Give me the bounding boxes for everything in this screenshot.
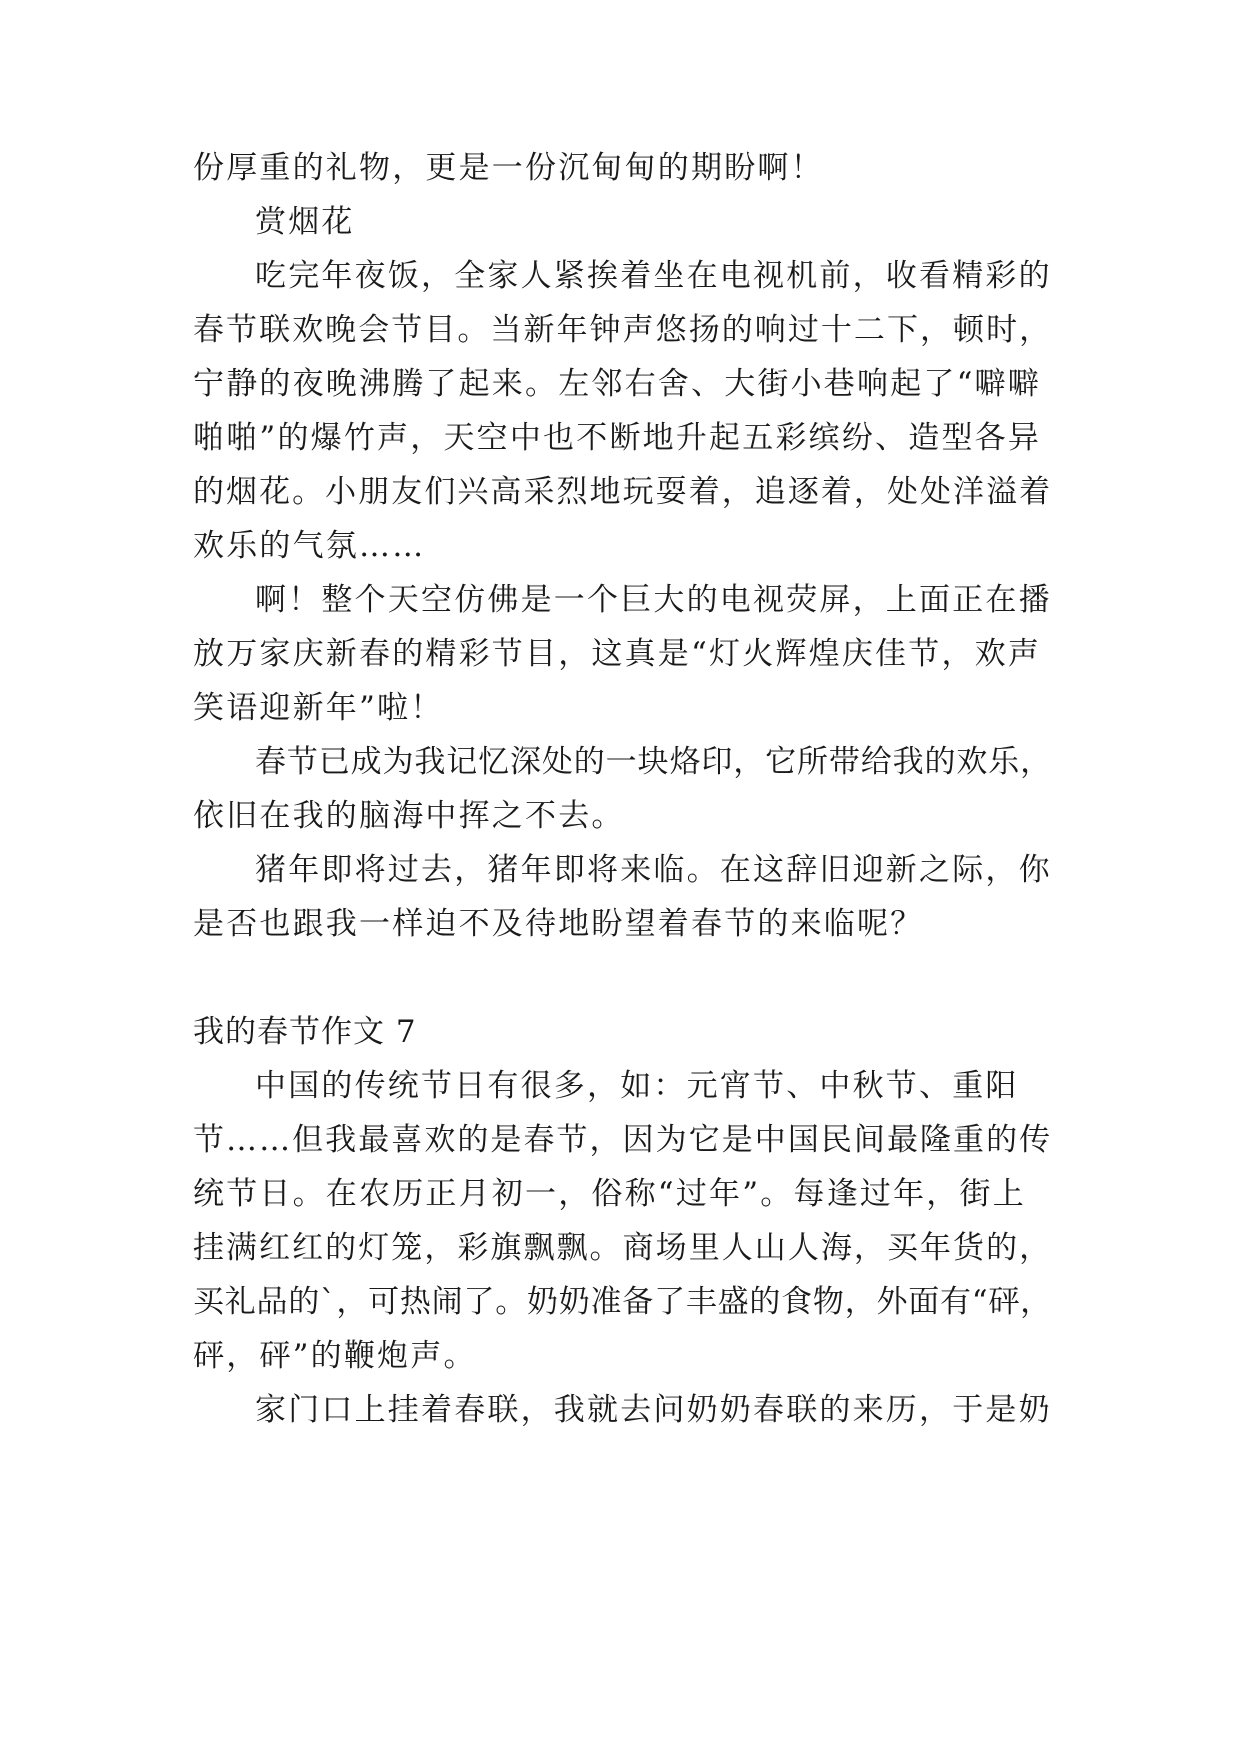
- text-line: 吃完年夜饭，全家人紧挨着坐在电视机前，收看精彩的: [255, 258, 1052, 294]
- text-line: 春节已成为我记忆深处的一块烙印，它所带给我的欢乐，: [255, 744, 1052, 780]
- text-line: 节……但我最喜欢的是春节，因为它是中国民间最隆重的传: [193, 1122, 1053, 1158]
- section-heading: 赏烟花: [255, 204, 355, 240]
- text-line: 份厚重的礼物，更是一份沉甸甸的期盼啊！: [193, 150, 824, 186]
- text-line: 统节日。在农历正月初一，俗称“过年”。每逢过年，街上: [193, 1176, 1026, 1212]
- text-line: 欢乐的气氛……: [193, 528, 426, 564]
- text-line: 依旧在我的脑海中挥之不去。: [193, 798, 625, 834]
- essay-title: 我的春节作文 7: [193, 1014, 417, 1050]
- text-line: 买礼品的`，可热闹了。奶奶准备了丰盛的食物，外面有“砰，: [193, 1284, 1052, 1320]
- text-line: 放万家庆新春的精彩节目，这真是“灯火辉煌庆佳节，欢声: [193, 636, 1042, 672]
- text-line: 笑语迎新年”啦！: [193, 690, 444, 726]
- text-line: 家门口上挂着春联，我就去问奶奶春联的来历，于是奶: [255, 1392, 1052, 1428]
- text-line: 春节联欢晚会节目。当新年钟声悠扬的响过十二下，顿时，: [193, 312, 1053, 348]
- text-line: 啊！整个天空仿佛是一个巨大的电视荧屏，上面正在播: [255, 582, 1052, 618]
- text-line: 宁静的夜晚沸腾了起来。左邻右舍、大街小巷响起了“噼噼: [193, 366, 1042, 402]
- text-line: 挂满红红的灯笼，彩旗飘飘。商场里人山人海，买年货的，: [193, 1230, 1053, 1266]
- text-line: 的烟花。小朋友们兴高采烈地玩耍着，追逐着，处处洋溢着: [193, 474, 1053, 510]
- text-line: 砰，砰”的鞭炮声。: [193, 1338, 477, 1374]
- text-line: 中国的传统节日有很多，如：元宵节、中秋节、重阳: [255, 1068, 1019, 1104]
- text-line: 是否也跟我一样迫不及待地盼望着春节的来临呢？: [193, 906, 924, 942]
- text-line: 啪啪”的爆竹声，天空中也不断地升起五彩缤纷、造型各异: [193, 420, 1042, 456]
- text-line: 猪年即将过去，猪年即将来临。在这辞旧迎新之际，你: [255, 852, 1052, 888]
